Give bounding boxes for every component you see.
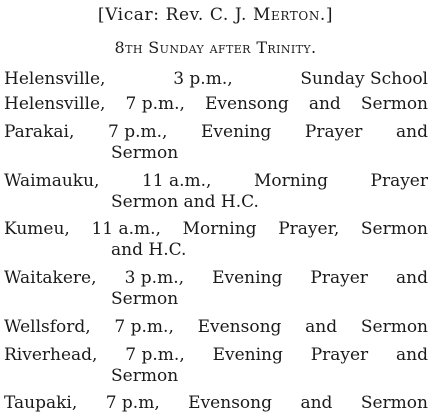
entry-word: and bbox=[396, 122, 428, 142]
entry-word: Prayer, bbox=[278, 219, 340, 239]
holy-communion-abbrev: H.C. bbox=[148, 240, 187, 260]
entry-word: 7 p.m., bbox=[125, 94, 185, 114]
service-entry-wellsford bbox=[4, 317, 428, 338]
service-entry-helensville-evensong bbox=[4, 94, 428, 115]
entry-word: Morning bbox=[253, 171, 328, 191]
entry-word: Sermon bbox=[360, 393, 428, 413]
entry-word: 11 a.m., bbox=[91, 219, 161, 239]
entry-word: Helensville, bbox=[4, 94, 106, 114]
vicar-suffix: ] bbox=[325, 5, 334, 25]
entry-word: Evening bbox=[212, 268, 283, 288]
entry-line bbox=[4, 345, 428, 366]
entry-word: Evening bbox=[201, 122, 272, 142]
entry-continuation: Sermon bbox=[111, 366, 179, 386]
entry-word: Evensong bbox=[204, 94, 289, 114]
entry-word: Wellsford, bbox=[4, 317, 91, 337]
entry-word: Prayer bbox=[310, 268, 368, 288]
entry-line bbox=[4, 122, 428, 143]
entry-word: Sermon bbox=[360, 94, 428, 114]
entry-word: Waimauku, bbox=[4, 171, 100, 191]
entry-line bbox=[4, 393, 428, 414]
entry-line bbox=[4, 171, 428, 192]
entry-line bbox=[4, 317, 428, 338]
service-entry-kumeu bbox=[4, 219, 428, 261]
continuation-text: Sermon and bbox=[111, 192, 221, 212]
entry-word: Morning bbox=[182, 219, 257, 239]
entry-word: Evensong bbox=[197, 317, 282, 337]
entry-word: Riverhead, bbox=[4, 345, 98, 365]
entry-word: Evensong bbox=[188, 393, 272, 413]
service-entry-taupaki bbox=[4, 393, 428, 414]
entry-word: and bbox=[308, 94, 341, 114]
entry-word: Prayer bbox=[310, 345, 369, 365]
entry-word: Taupaki, bbox=[4, 393, 78, 413]
entry-word: 7 p.m, bbox=[105, 393, 160, 413]
vicar-line bbox=[0, 3, 431, 27]
entry-word: Waitakere, bbox=[4, 268, 97, 288]
entry-word: Sermon bbox=[360, 219, 428, 239]
service-entry-helensville-sunday-school bbox=[4, 69, 428, 90]
entry-word: 3 p.m., bbox=[124, 268, 184, 288]
entry-word: Kumeu, bbox=[4, 219, 70, 239]
holy-communion-abbrev: H.C. bbox=[220, 192, 259, 212]
entry-continuation bbox=[4, 192, 428, 213]
entry-word: and bbox=[300, 393, 333, 413]
entry-word: Prayer bbox=[304, 122, 363, 142]
entry-word: and bbox=[305, 317, 338, 337]
entry-word: Sunday School bbox=[300, 69, 428, 89]
entry-word: Prayer bbox=[370, 171, 428, 191]
entry-continuation bbox=[4, 240, 428, 261]
entry-word: and bbox=[395, 268, 428, 288]
continuation-text: and bbox=[111, 240, 149, 260]
service-entry-waitakere bbox=[4, 268, 428, 310]
entry-word: 7 p.m., bbox=[125, 345, 185, 365]
entry-word: Parakai, bbox=[4, 122, 75, 142]
entry-word: Evening bbox=[212, 345, 283, 365]
entry-continuation: Sermon bbox=[111, 143, 179, 163]
service-entry-waimauku bbox=[4, 171, 428, 213]
entry-word: Sermon bbox=[360, 317, 428, 337]
service-entry-riverhead bbox=[4, 345, 428, 387]
entry-line bbox=[4, 268, 428, 289]
entry-word: 7 p.m., bbox=[107, 122, 168, 142]
entry-continuation: Sermon bbox=[111, 289, 179, 309]
vicar-name: Merton. bbox=[252, 5, 326, 25]
entry-line bbox=[4, 219, 428, 240]
service-entry-parakai bbox=[4, 122, 428, 164]
entry-word: 11 a.m., bbox=[141, 171, 212, 191]
vicar-prefix: [Vicar: Rev. C. J. bbox=[97, 5, 253, 25]
entry-word: and bbox=[396, 345, 428, 365]
entry-word: 7 p.m., bbox=[114, 317, 174, 337]
entry-word: 3 p.m., bbox=[173, 69, 233, 89]
entry-word: Helensville, bbox=[4, 69, 106, 89]
service-title: 8th Sunday after Trinity. bbox=[114, 38, 317, 57]
entry-line bbox=[4, 94, 428, 115]
entry-line bbox=[4, 69, 428, 90]
